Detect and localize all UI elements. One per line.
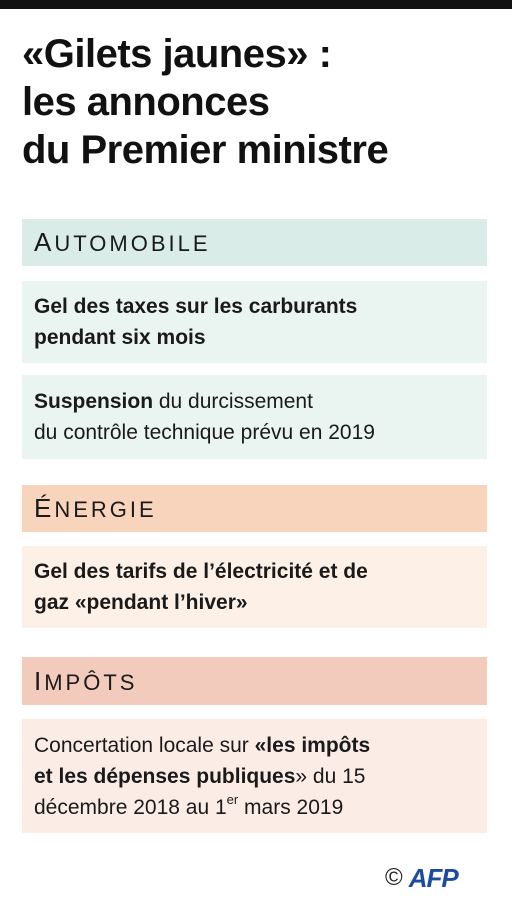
item-text: du durcissement	[153, 390, 313, 413]
section-header-label: IMPÔTS	[34, 665, 138, 696]
top-rule	[0, 0, 512, 9]
item-text: » du 15	[295, 764, 366, 788]
list-item-technical-inspection	[22, 375, 487, 459]
title-line-1: «Gilets jaunes» :	[22, 32, 332, 76]
section-header-automobile	[22, 219, 487, 266]
page-title	[22, 30, 492, 174]
item-text: Concertation locale sur	[34, 733, 255, 757]
section-header-label: AUTOMOBILE	[34, 227, 211, 257]
ordinal-superscript: er	[226, 791, 239, 807]
item-text-bold: pendant six mois	[34, 326, 206, 349]
list-item-fuel-taxes	[22, 281, 487, 363]
copyright-symbol: ©	[385, 864, 403, 891]
credit	[385, 862, 458, 894]
item-text-bold: Gel des taxes sur les carburants	[34, 295, 358, 318]
title-line-2: les annonces	[22, 80, 270, 124]
list-item-consultation	[22, 719, 487, 833]
list-item-energy-tariffs	[22, 546, 487, 628]
item-text: mars 2019	[238, 795, 344, 819]
section-header-label: ÉNERGIE	[34, 493, 157, 523]
afp-logo: AFP	[408, 862, 458, 893]
item-text: décembre 2018 au 1	[34, 795, 227, 819]
title-line-3: du Premier ministre	[22, 128, 389, 172]
item-text-bold: et les dépenses publiques	[34, 764, 296, 788]
item-text: du contrôle technique prévu en 2019	[34, 421, 375, 444]
item-text-bold: Gel des tarifs de l’électricité et de	[34, 560, 368, 583]
section-header-energie	[22, 485, 487, 532]
item-text-bold: gaz «pendant l’hiver»	[34, 591, 248, 614]
item-text-bold: Suspension	[34, 390, 154, 413]
item-text-bold: «les impôts	[254, 733, 371, 757]
section-header-impots	[22, 657, 487, 705]
